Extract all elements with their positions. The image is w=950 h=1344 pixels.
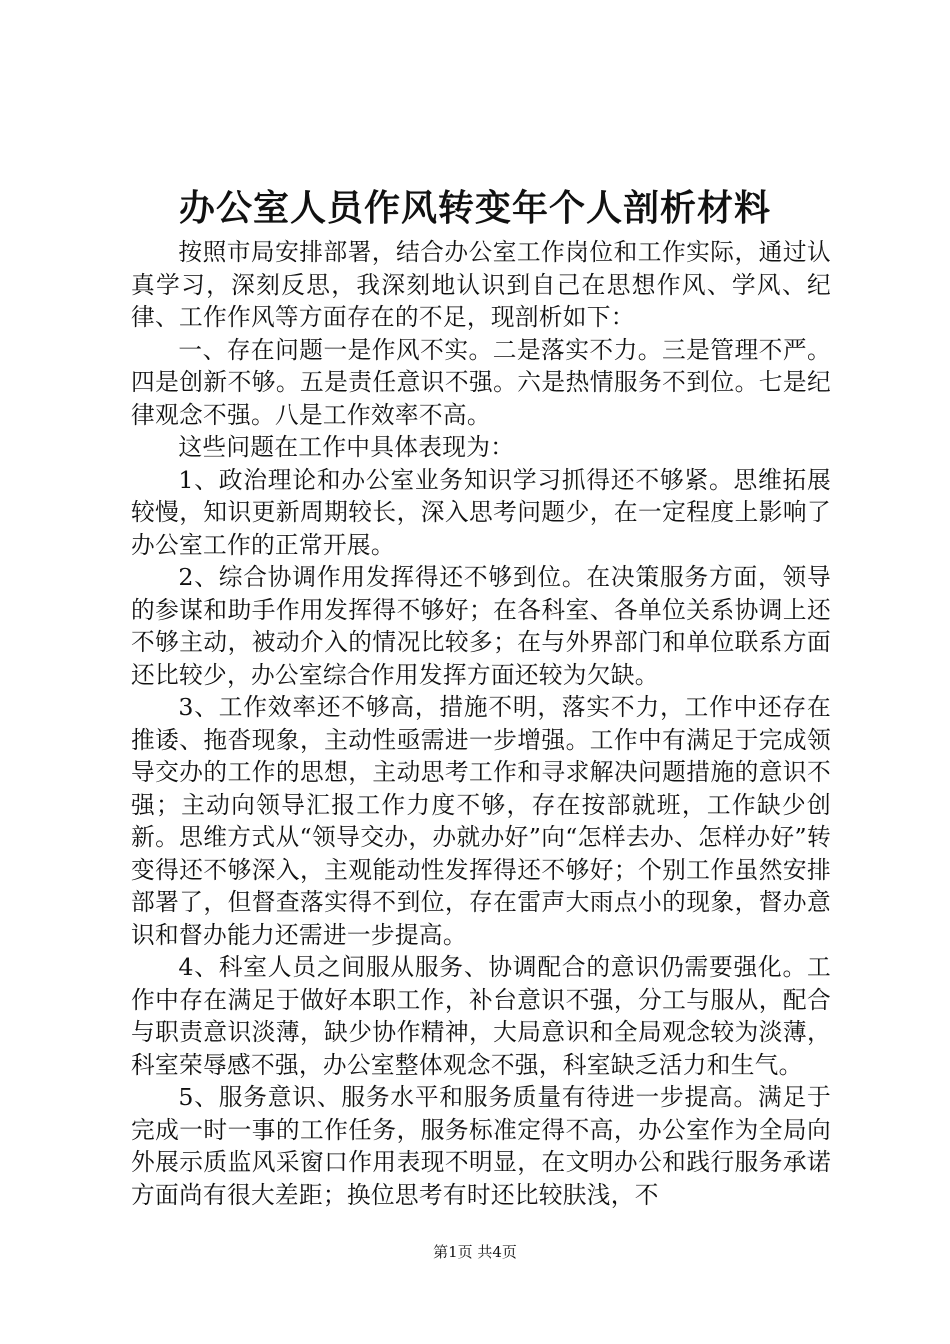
paragraph-problems-summary: 一、存在问题一是作风不实。二是落实不力。三是管理不严。四是创新不够。五是责任意识不强。六是热情服务不到位。七是纪律观念不强。八是工作效率不高。 — [131, 335, 831, 429]
document-title: 办公室人员作风转变年个人剖析材料 — [178, 187, 771, 229]
paragraph-item-1: 1、政治理论和办公室业务知识学习抓得还不够紧。思维拓展较慢，知识更新周期较长，深入思考问题少，在一定程度上影响了办公室工作的正常开展。 — [131, 465, 831, 559]
paragraph-item-3: 3、工作效率还不够高，措施不明，落实不力，工作中还存在推诿、拖沓现象，主动性亟需进一步增强。工作中有满足于完成领导交办的工作的思想，主动思考工作和寻求解决问题措施的意识不强；主动向领导汇报工作力度不够，存在按部就班，工作缺少创新。思维方式从“领导交办，办就办好”向“怎样去办、怎样办好”转变得还不够深入，主观能动性发挥得还不够好；个别工作虽然安排部署了，但督查落实得不到位，存在雷声大雨点小的现象，督办意识和督办能力还需进一步提高。 — [131, 693, 831, 949]
paragraph-manifestation-intro: 这些问题在工作中具体表现为： — [178, 433, 515, 461]
document-body — [131, 236, 831, 1211]
paragraph-item-5: 5、服务意识、服务水平和服务质量有待进一步提高。满足于完成一时一事的工作任务，服务标准定得不高，办公室作为全局向外展示质监风采窗口作用表现不明显，在文明办公和践行服务承诺方面尚有很大差距；换位思考有时还比较肤浅，不 — [131, 1083, 831, 1209]
page-number-footer: 第1页 共4页 — [433, 1243, 517, 1261]
paragraph-intro: 按照市局安排部署，结合办公室工作岗位和工作实际，通过认真学习，深刻反思，我深刻地认识到自己在思想作风、学风、纪律、工作作风等方面存在的不足，现剖析如下： — [131, 238, 831, 331]
paragraph-item-4: 4、科室人员之间服从服务、协调配合的意识仍需要强化。工作中存在满足于做好本职工作，补台意识不强，分工与服从，配合与职责意识淡薄，缺少协作精神，大局意识和全局观念较为淡薄，科室荣辱感不强，办公室整体观念不强，科室缺乏活力和生气。 — [131, 953, 831, 1079]
paragraph-item-2: 2、综合协调作用发挥得还不够到位。在决策服务方面，领导的参谋和助手作用发挥得不够好；在各科室、各单位关系协调上还不够主动，被动介入的情况比较多；在与外界部门和单位联系方面还比较少，办公室综合作用发挥方面还较为欠缺。 — [131, 563, 831, 689]
